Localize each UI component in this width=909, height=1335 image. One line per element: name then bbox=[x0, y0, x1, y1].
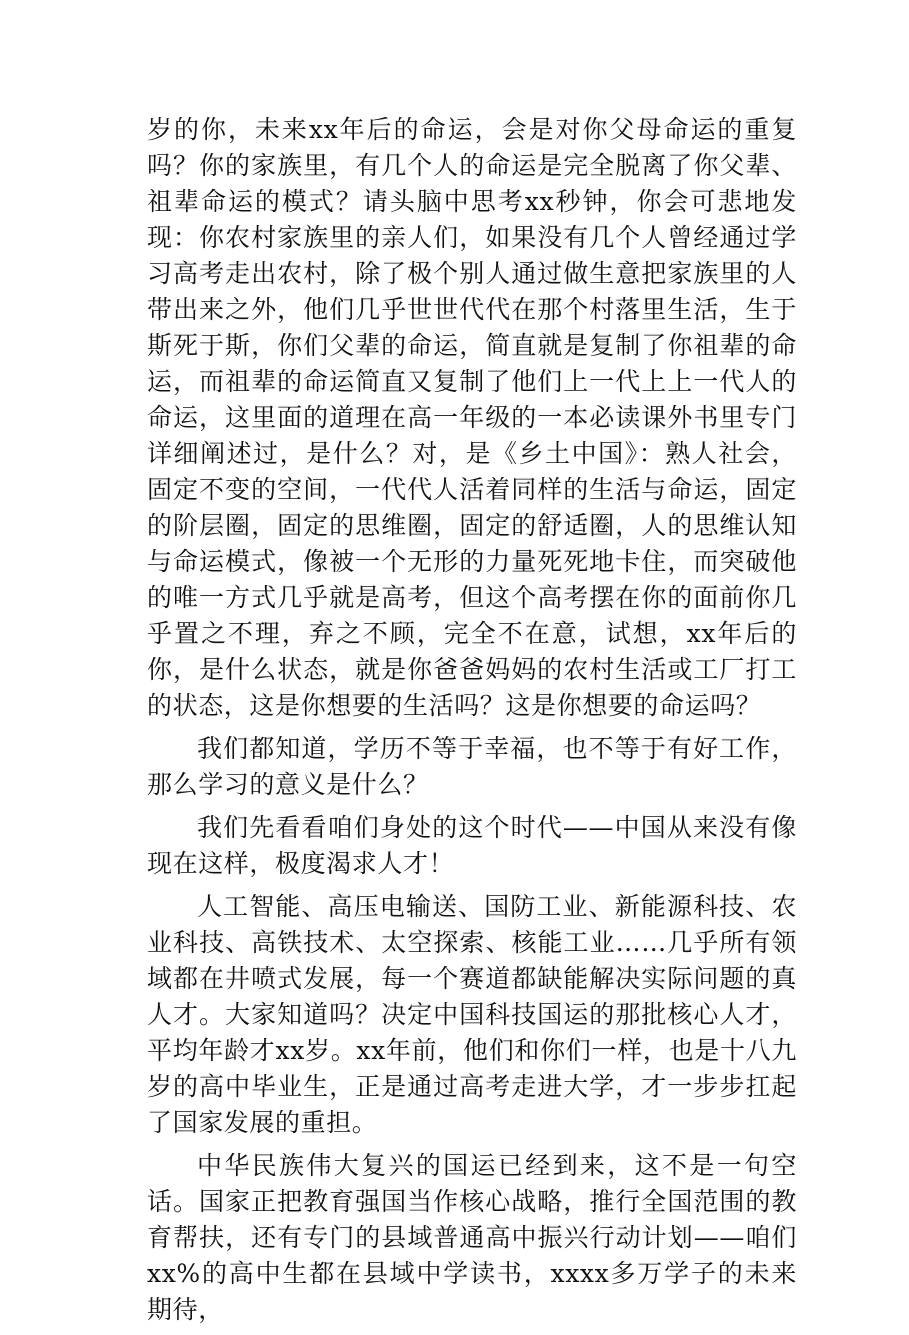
document-body bbox=[147, 112, 797, 1335]
paragraph-5: 中华民族伟大复兴的国运已经到来，这不是一句空话。国家正把教育强国当作核心战略，推行全国范围的教育帮扶，还有专门的县域普通高中振兴行动计划——咱们xx%的高中生都在县域中学读书，xxxx多万学子的未来期待， bbox=[147, 1151, 797, 1324]
paragraph-3: 我们先看看咱们身处的这个时代——中国从来没有像现在这样，极度渴求人才！ bbox=[147, 813, 797, 878]
paragraph-4: 人工智能、高压电输送、国防工业、新能源科技、农业科技、高铁技术、太空探索、核能工业……几乎所有领域都在井喷式发展，每一个赛道都缺能解决实际问题的真人才。大家知道吗？决定中国科技国运的那批核心人才，平均年龄才xx岁。xx年前，他们和你们一样，也是十八九岁的高中毕业生，正是通过高考走进大学，才一步步扛起了国家发展的重担。 bbox=[147, 892, 797, 1137]
paragraph-2: 我们都知道，学历不等于幸福，也不等于有好工作，那么学习的意义是什么？ bbox=[147, 734, 797, 799]
paragraph-1: 岁的你，未来xx年后的命运，会是对你父母命运的重复吗？你的家族里，有几个人的命运是完全脱离了你父辈、祖辈命运的模式？请头脑中思考xx秒钟，你会可悲地发现：你农村家族里的亲人们，如果没有几个人曾经通过学习高考走出农村，除了极个别人通过做生意把家族里的人带出来之外，他们几乎世世代代在那个村落里生活，生于斯死于斯，你们父辈的命运，简直就是复制了你祖辈的命运，而祖辈的命运简直又复制了他们上一代上上一代人的命运，这里面的道理在高一年级的一本必读课外书里专门详细阐述过，是什么？对，是《乡土中国》：熟人社会，固定不变的空间，一代代人活着同样的生活与命运，固定的阶层圈，固定的思维圈，固定的舒适圈，人的思维认知与命运模式，像被一个无形的力量死死地卡住，而突破他的唯一方式几乎就是高考，但这个高考摆在你的面前你几乎置之不理，弃之不顾，完全不在意，试想，xx年后的你，是什么状态，就是你爸爸妈妈的农村生活或工厂打工的状态，这是你想要的生活吗？这是你想要的命运吗？ bbox=[147, 115, 797, 720]
